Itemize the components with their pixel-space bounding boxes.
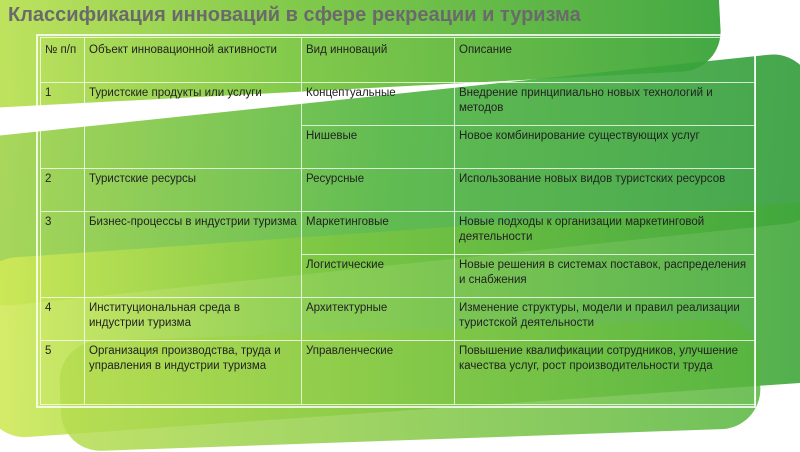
header-type: Вид инноваций bbox=[302, 38, 455, 83]
header-description: Описание bbox=[455, 38, 756, 83]
innovation-table bbox=[40, 37, 756, 405]
row-object: Туристские ресурсы bbox=[85, 169, 302, 212]
row-description: Повышение квалификации сотрудников, улучшение качества услуг, рост производительности труда bbox=[455, 341, 756, 405]
row-description: Использование новых видов туристских ресурсов bbox=[455, 169, 756, 212]
table-row bbox=[41, 341, 756, 405]
row-number: 1 bbox=[41, 83, 85, 169]
header-object: Объект инновационной активности bbox=[85, 38, 302, 83]
row-description: Новые решения в системах поставок, распределения и снабжения bbox=[455, 255, 756, 298]
table-row bbox=[41, 169, 756, 212]
row-type: Архитектурные bbox=[302, 298, 455, 341]
row-number: 5 bbox=[41, 341, 85, 405]
row-description: Изменение структуры, модели и правил реализации туристской деятельности bbox=[455, 298, 756, 341]
row-type: Нишевые bbox=[302, 126, 455, 169]
header-num: № п/п bbox=[41, 38, 85, 83]
row-number: 4 bbox=[41, 298, 85, 341]
row-type: Ресурсные bbox=[302, 169, 455, 212]
row-description: Новые подходы к организации маркетинговой деятельности bbox=[455, 212, 756, 255]
row-number: 3 bbox=[41, 212, 85, 298]
row-description: Новое комбинирование существующих услуг bbox=[455, 126, 756, 169]
row-type: Маркетинговые bbox=[302, 212, 455, 255]
row-object: Организация производства, труда и управления в индустрии туризма bbox=[85, 341, 302, 405]
row-type: Концептуальные bbox=[302, 83, 455, 126]
row-object: Бизнес-процессы в индустрии туризма bbox=[85, 212, 302, 298]
table-row bbox=[41, 83, 756, 126]
row-object: Туристские продукты или услуги bbox=[85, 83, 302, 169]
row-type: Логистические bbox=[302, 255, 455, 298]
table-header-row bbox=[41, 38, 756, 83]
table-row bbox=[41, 298, 756, 341]
row-number: 2 bbox=[41, 169, 85, 212]
row-object: Институциональная среда в индустрии туризма bbox=[85, 298, 302, 341]
row-description: Внедрение принципиально новых технологий и методов bbox=[455, 83, 756, 126]
table-row bbox=[41, 212, 756, 255]
slide-title: Классификация инноваций в сфере рекреации и туризма bbox=[8, 4, 581, 26]
row-type: Управленческие bbox=[302, 341, 455, 405]
